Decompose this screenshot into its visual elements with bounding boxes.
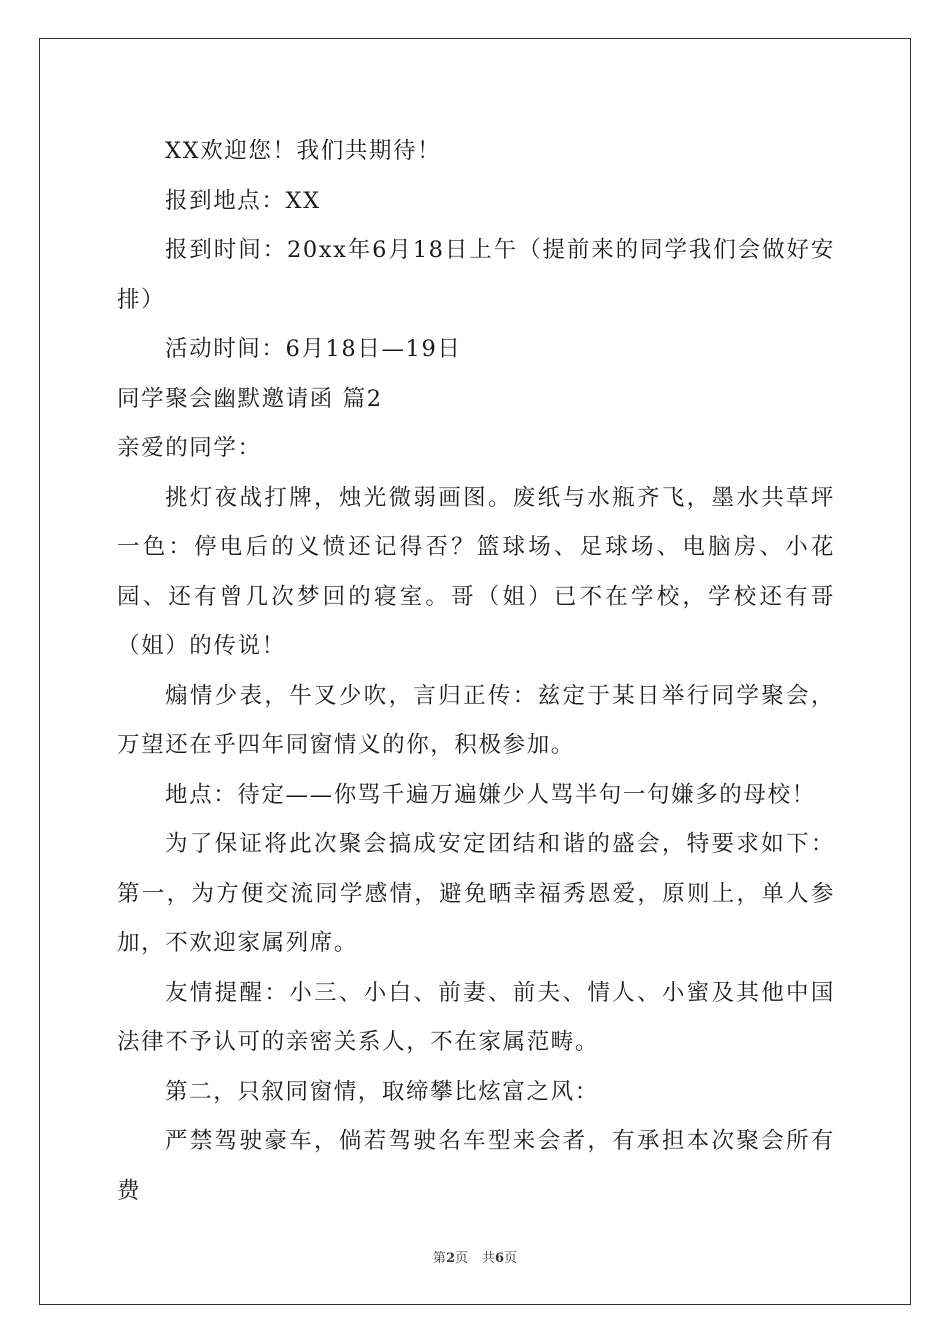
paragraph: 报到时间：20xx年6月18日上午（提前来的同学我们会做好安排） bbox=[117, 237, 835, 313]
page-prefix: 第 bbox=[432, 1251, 446, 1266]
paragraph: 活动时间：6月18日—19日 bbox=[165, 336, 462, 362]
total-prefix: 共 bbox=[482, 1251, 496, 1266]
paragraph: 友情提醒：小三、小白、前妻、前夫、情人、小蜜及其他中国法律不予认可的亲密关系人，不在家属范畴。 bbox=[117, 979, 835, 1055]
page-number: 2 bbox=[445, 1251, 455, 1266]
section-heading: 同学聚会幽默邀请函 篇2 bbox=[117, 385, 383, 412]
total-suffix: 页 bbox=[504, 1251, 518, 1266]
document-body bbox=[117, 127, 835, 1216]
paragraph: 为了保证将此次聚会搞成安定团结和谐的盛会，特要求如下：第一，为方便交流同学感情，避免晒幸福秀恩爱，原则上，单人参加，不欢迎家属列席。 bbox=[117, 831, 835, 956]
total-pages: 6 bbox=[495, 1251, 505, 1266]
paragraph: 严禁驾驶豪车，倘若驾驶名车型来会者，有承担本次聚会所有费 bbox=[117, 1128, 835, 1204]
paragraph: 挑灯夜战打牌，烛光微弱画图。废纸与水瓶齐飞，墨水共草坪一色：停电后的义愤还记得否？篮球场、足球场、电脑房、小花园、还有曾几次梦回的寝室。哥（姐）已不在学校，学校还有哥（姐）的传说！ bbox=[117, 484, 835, 659]
paragraph: 煽情少表，牛叉少吹，言归正传：兹定于某日举行同学聚会，万望还在乎四年同窗情义的你，积极参加。 bbox=[117, 682, 835, 758]
paragraph: 地点：待定——你骂千遍万遍嫌少人骂半句一句嫌多的母校！ bbox=[165, 781, 816, 808]
paragraph: 报到地点：XX bbox=[165, 187, 321, 214]
page-suffix: 页 bbox=[454, 1251, 468, 1266]
paragraph: XX欢迎您！我们共期待！ bbox=[165, 138, 442, 164]
paragraph: 第二，只叙同窗情，取缔攀比炫富之风： bbox=[165, 1078, 599, 1105]
salutation: 亲爱的同学： bbox=[117, 435, 262, 461]
page-footer bbox=[0, 1247, 950, 1266]
